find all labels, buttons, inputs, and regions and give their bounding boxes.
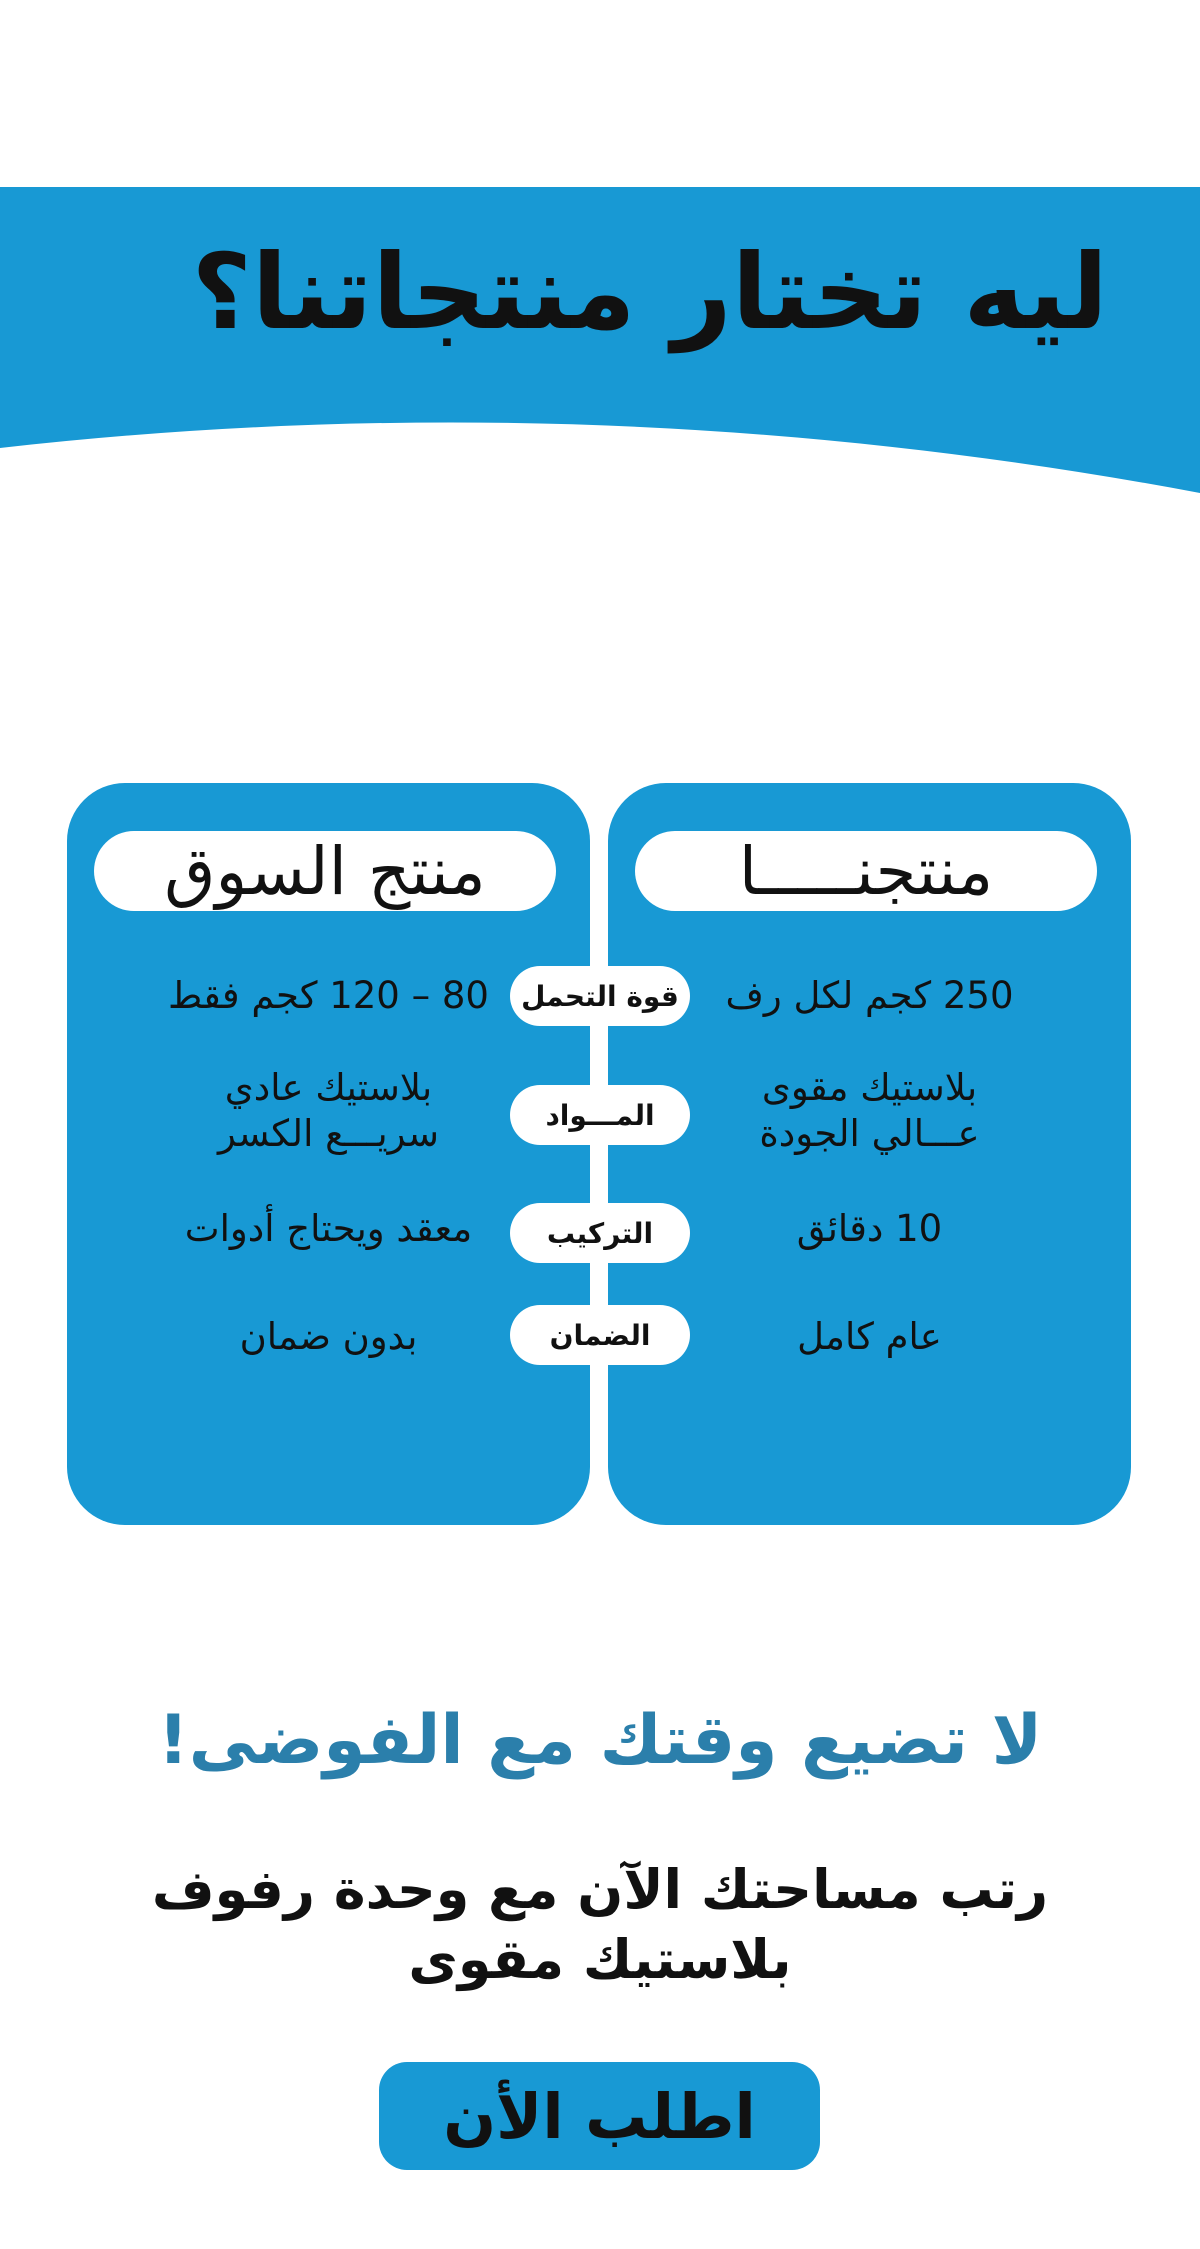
card-header-market-product: منتج السوق [94, 831, 556, 911]
our-warranty-value: عام كامل [797, 1315, 942, 1358]
order-now-button[interactable]: اطلب الأن [379, 2062, 820, 2170]
hero-title: ليه تختار منتجاتنا؟ [191, 231, 1108, 353]
market-warranty-value: بدون ضمان [239, 1315, 418, 1358]
cta-headline: لا تضيع وقتك مع الفوضى! [157, 1701, 1043, 1780]
criteria-pill-load: قوة التحمل [510, 966, 690, 1026]
criteria-pill-material: المـــواد [510, 1085, 690, 1145]
market-material-value: بلاستيك عادي سريـــع الكسر [217, 1066, 440, 1156]
our-installation-value: 10 دقائق [796, 1207, 943, 1250]
criteria-pill-installation: التركيب [510, 1203, 690, 1263]
criteria-pill-warranty: الضمان [510, 1305, 690, 1365]
card-header-our-product: منتجنـــــا [635, 831, 1097, 911]
hero-banner [0, 0, 1200, 500]
our-load-value: 250 كجم لكل رف [725, 974, 1014, 1017]
cta-subtext: رتب مساحتك الآن مع وحدة رفوف بلاستيك مقوى [151, 1858, 1049, 1992]
card-market-product [67, 783, 590, 1525]
market-load-value: 80 – 120 كجم فقط [168, 974, 489, 1017]
our-material-value: بلاستيك مقوى عـــالي الجودة [759, 1066, 980, 1156]
market-installation-value: معقد ويحتاج أدوات [184, 1207, 473, 1250]
card-our-product [608, 783, 1131, 1525]
